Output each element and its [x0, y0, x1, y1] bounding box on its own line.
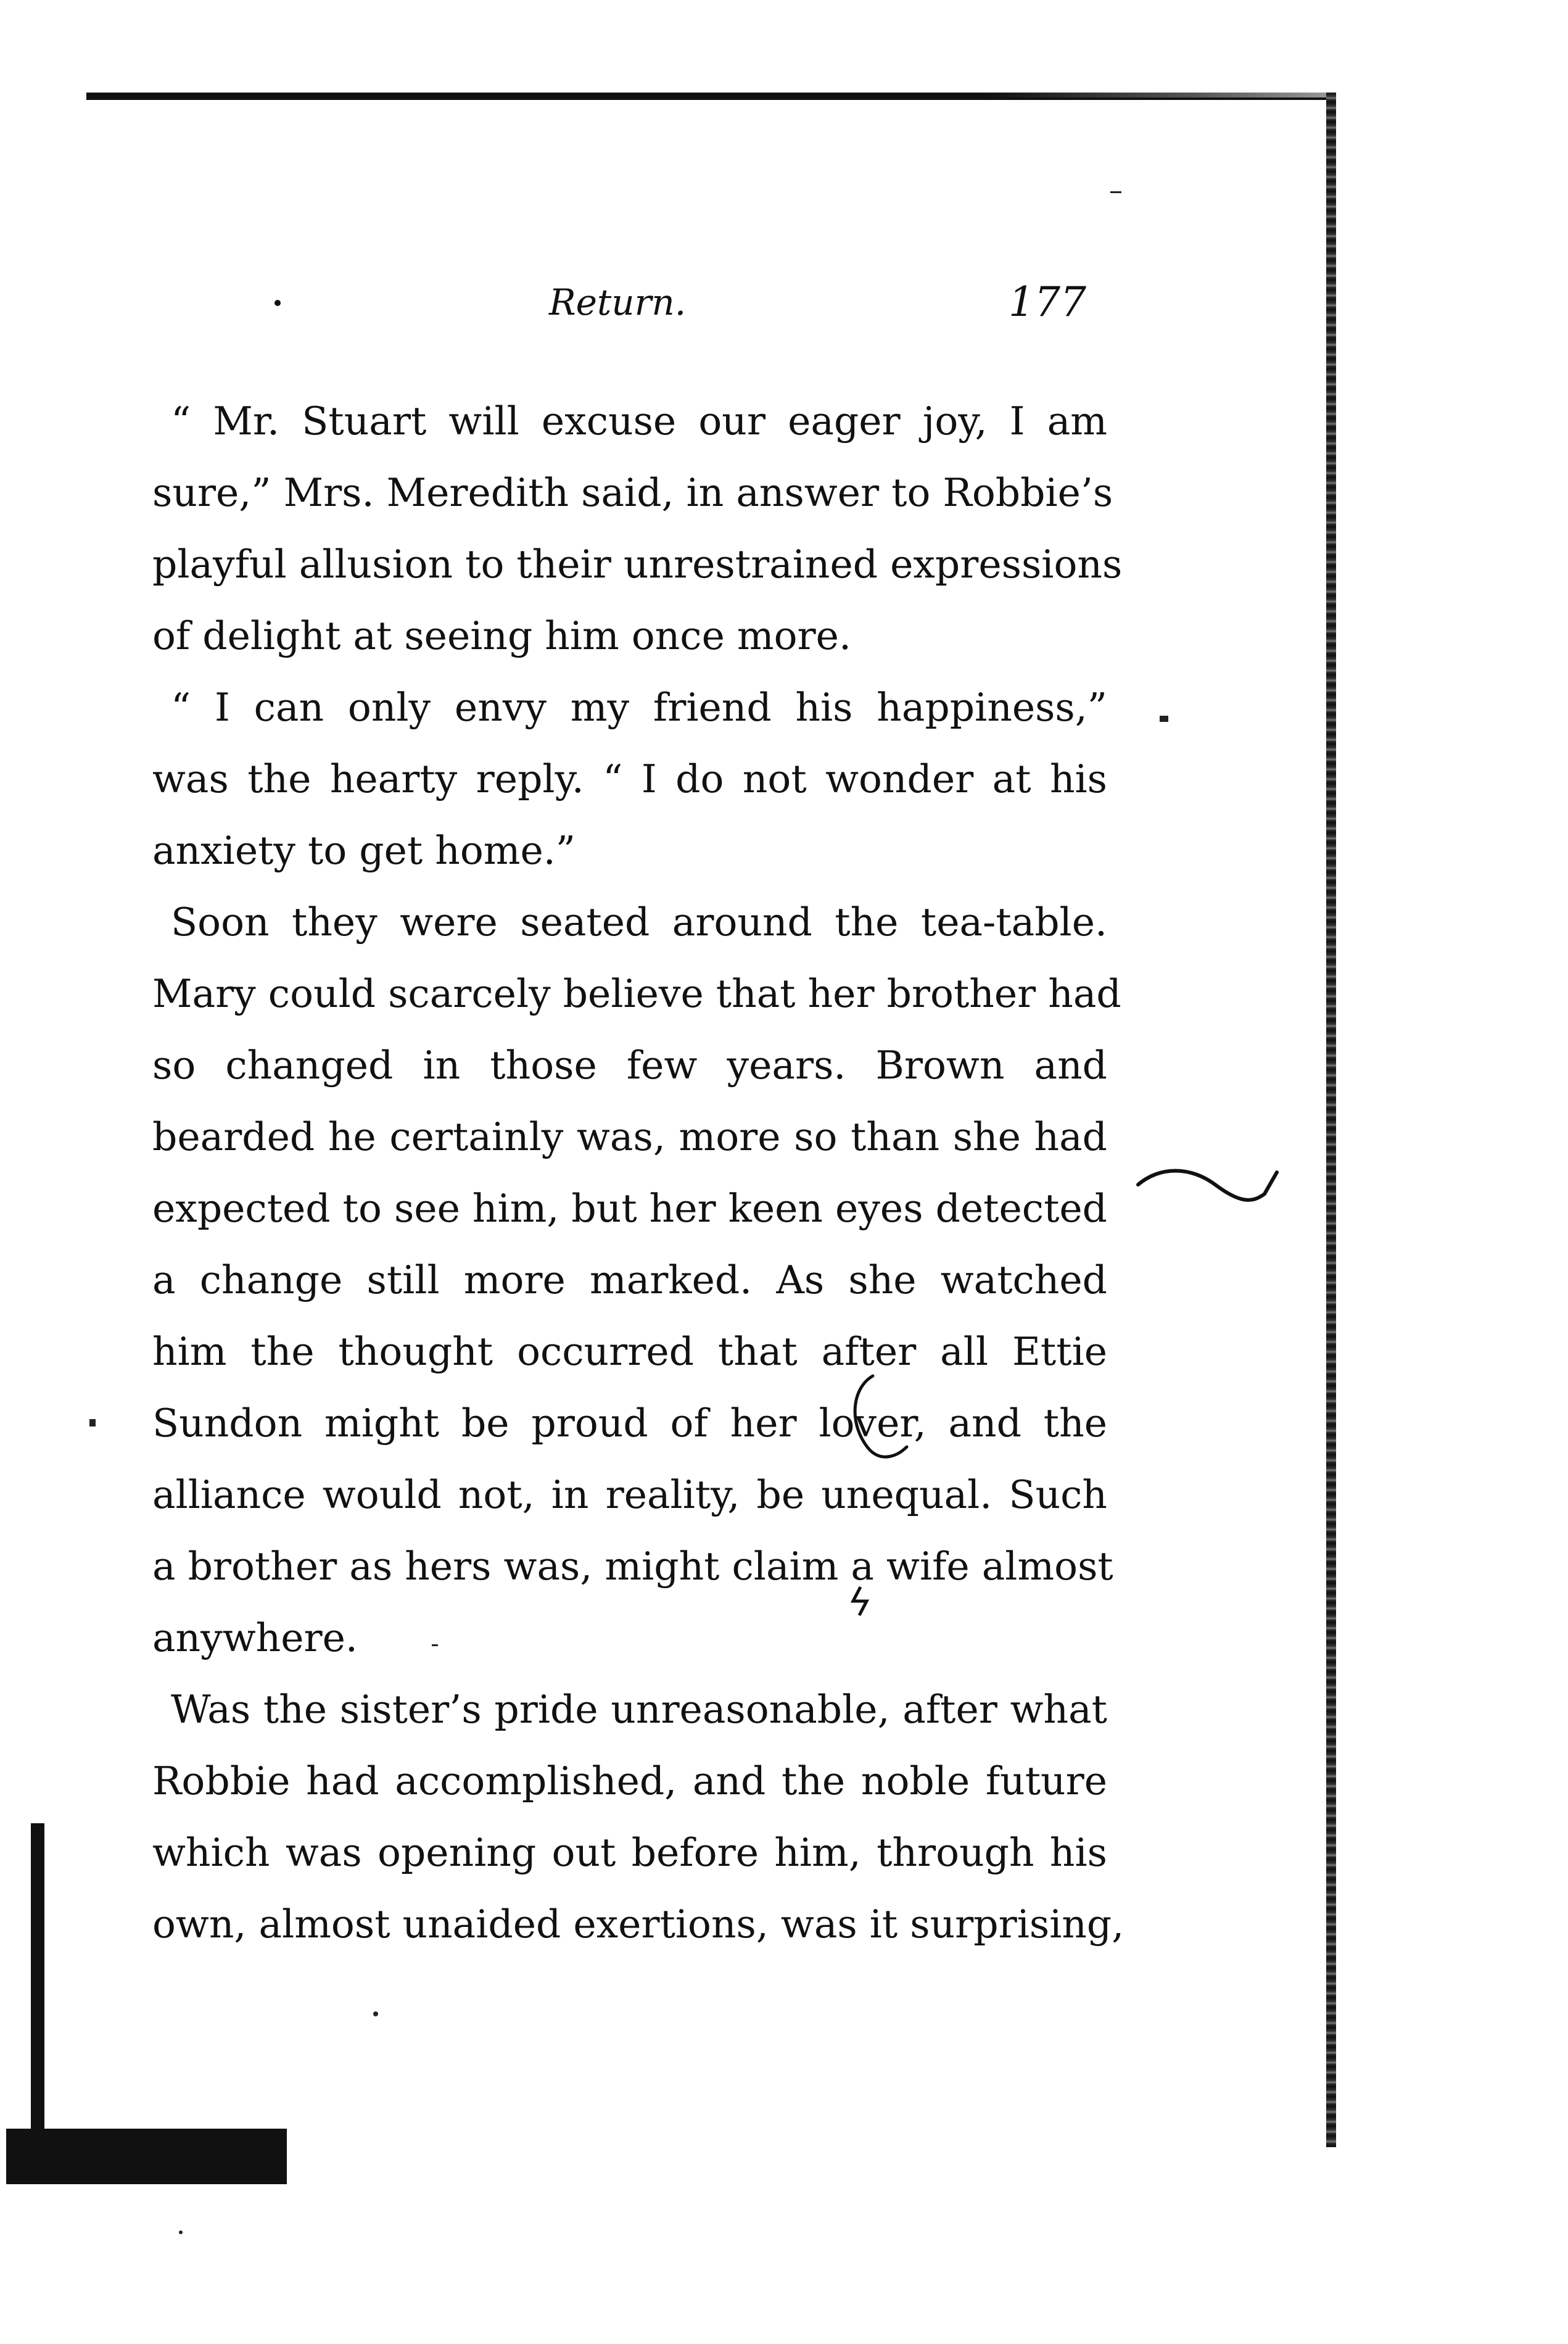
page-number: 177: [1009, 278, 1086, 326]
header-speck: [274, 300, 281, 306]
paragraph: [152, 1674, 1124, 1960]
text-line: Sundon might be proud of her lover, and the: [152, 1401, 1107, 1446]
speck: [179, 2230, 183, 2234]
text-line: so changed in those few years. Brown and: [152, 1043, 1107, 1088]
text-line: playful allusion to their unrestrained expressions: [152, 542, 1123, 587]
text-line: Was the sister’s pride unreasonable, after what: [171, 1687, 1107, 1732]
text-line: Robbie had accomplished, and the noble future: [152, 1758, 1107, 1804]
speck: [89, 1419, 96, 1427]
text-line: own, almost unaided exertions, was it surprising,: [152, 1902, 1124, 1947]
body-text: [152, 386, 1124, 1960]
text-line: expected to see him, but her keen eyes detected: [152, 1186, 1107, 1231]
page-header: [154, 278, 1110, 327]
text-line: Mary could scarcely believe that her brother had: [152, 971, 1121, 1016]
text-line: bearded he certainly was, more so than she had: [152, 1114, 1107, 1159]
right-page-edge: [1326, 93, 1336, 2147]
top-border-fade: [987, 93, 1332, 97]
small-pen-mark: [848, 1586, 873, 1617]
lover-pen-mark: [836, 1370, 916, 1468]
text-line: sure,” Mrs. Meredith said, in answer to Robbie’s: [152, 470, 1113, 515]
paragraph: [152, 672, 1107, 887]
paragraph: [152, 887, 1121, 1674]
speck: [1110, 191, 1121, 193]
text-line: was the hearty reply. “ I do not wonder at his: [152, 756, 1107, 801]
text-line: anywhere.: [152, 1615, 358, 1660]
text-line: anxiety to get home.”: [152, 828, 576, 873]
text-line: a change still more marked. As she watched: [152, 1257, 1107, 1302]
left-margin-bar: [31, 1823, 44, 2166]
text-line: a brother as hers was, might claim a wife almost: [152, 1544, 1113, 1589]
speck: [432, 1644, 438, 1646]
text-line: Soon they were seated around the tea-table.: [171, 900, 1107, 945]
text-line: him the thought occurred that after all Ettie: [152, 1329, 1107, 1374]
text-line: of delight at seeing him once more.: [152, 613, 851, 658]
bottom-left-black-block: [6, 2129, 287, 2184]
text-line: which was opening out before him, through his: [152, 1830, 1107, 1875]
speck: [373, 2011, 378, 2016]
margin-pen-scribble: [1135, 1160, 1283, 1228]
speck: [1160, 716, 1168, 722]
text-line: “ I can only envy my friend his happiness,”: [171, 685, 1107, 730]
text-line: “ Mr. Stuart will excuse our eager joy, I am: [171, 399, 1107, 444]
running-title: Return.: [549, 281, 687, 323]
text-line: alliance would not, in reality, be unequal. Such: [152, 1472, 1107, 1517]
paragraph: [152, 386, 1123, 672]
